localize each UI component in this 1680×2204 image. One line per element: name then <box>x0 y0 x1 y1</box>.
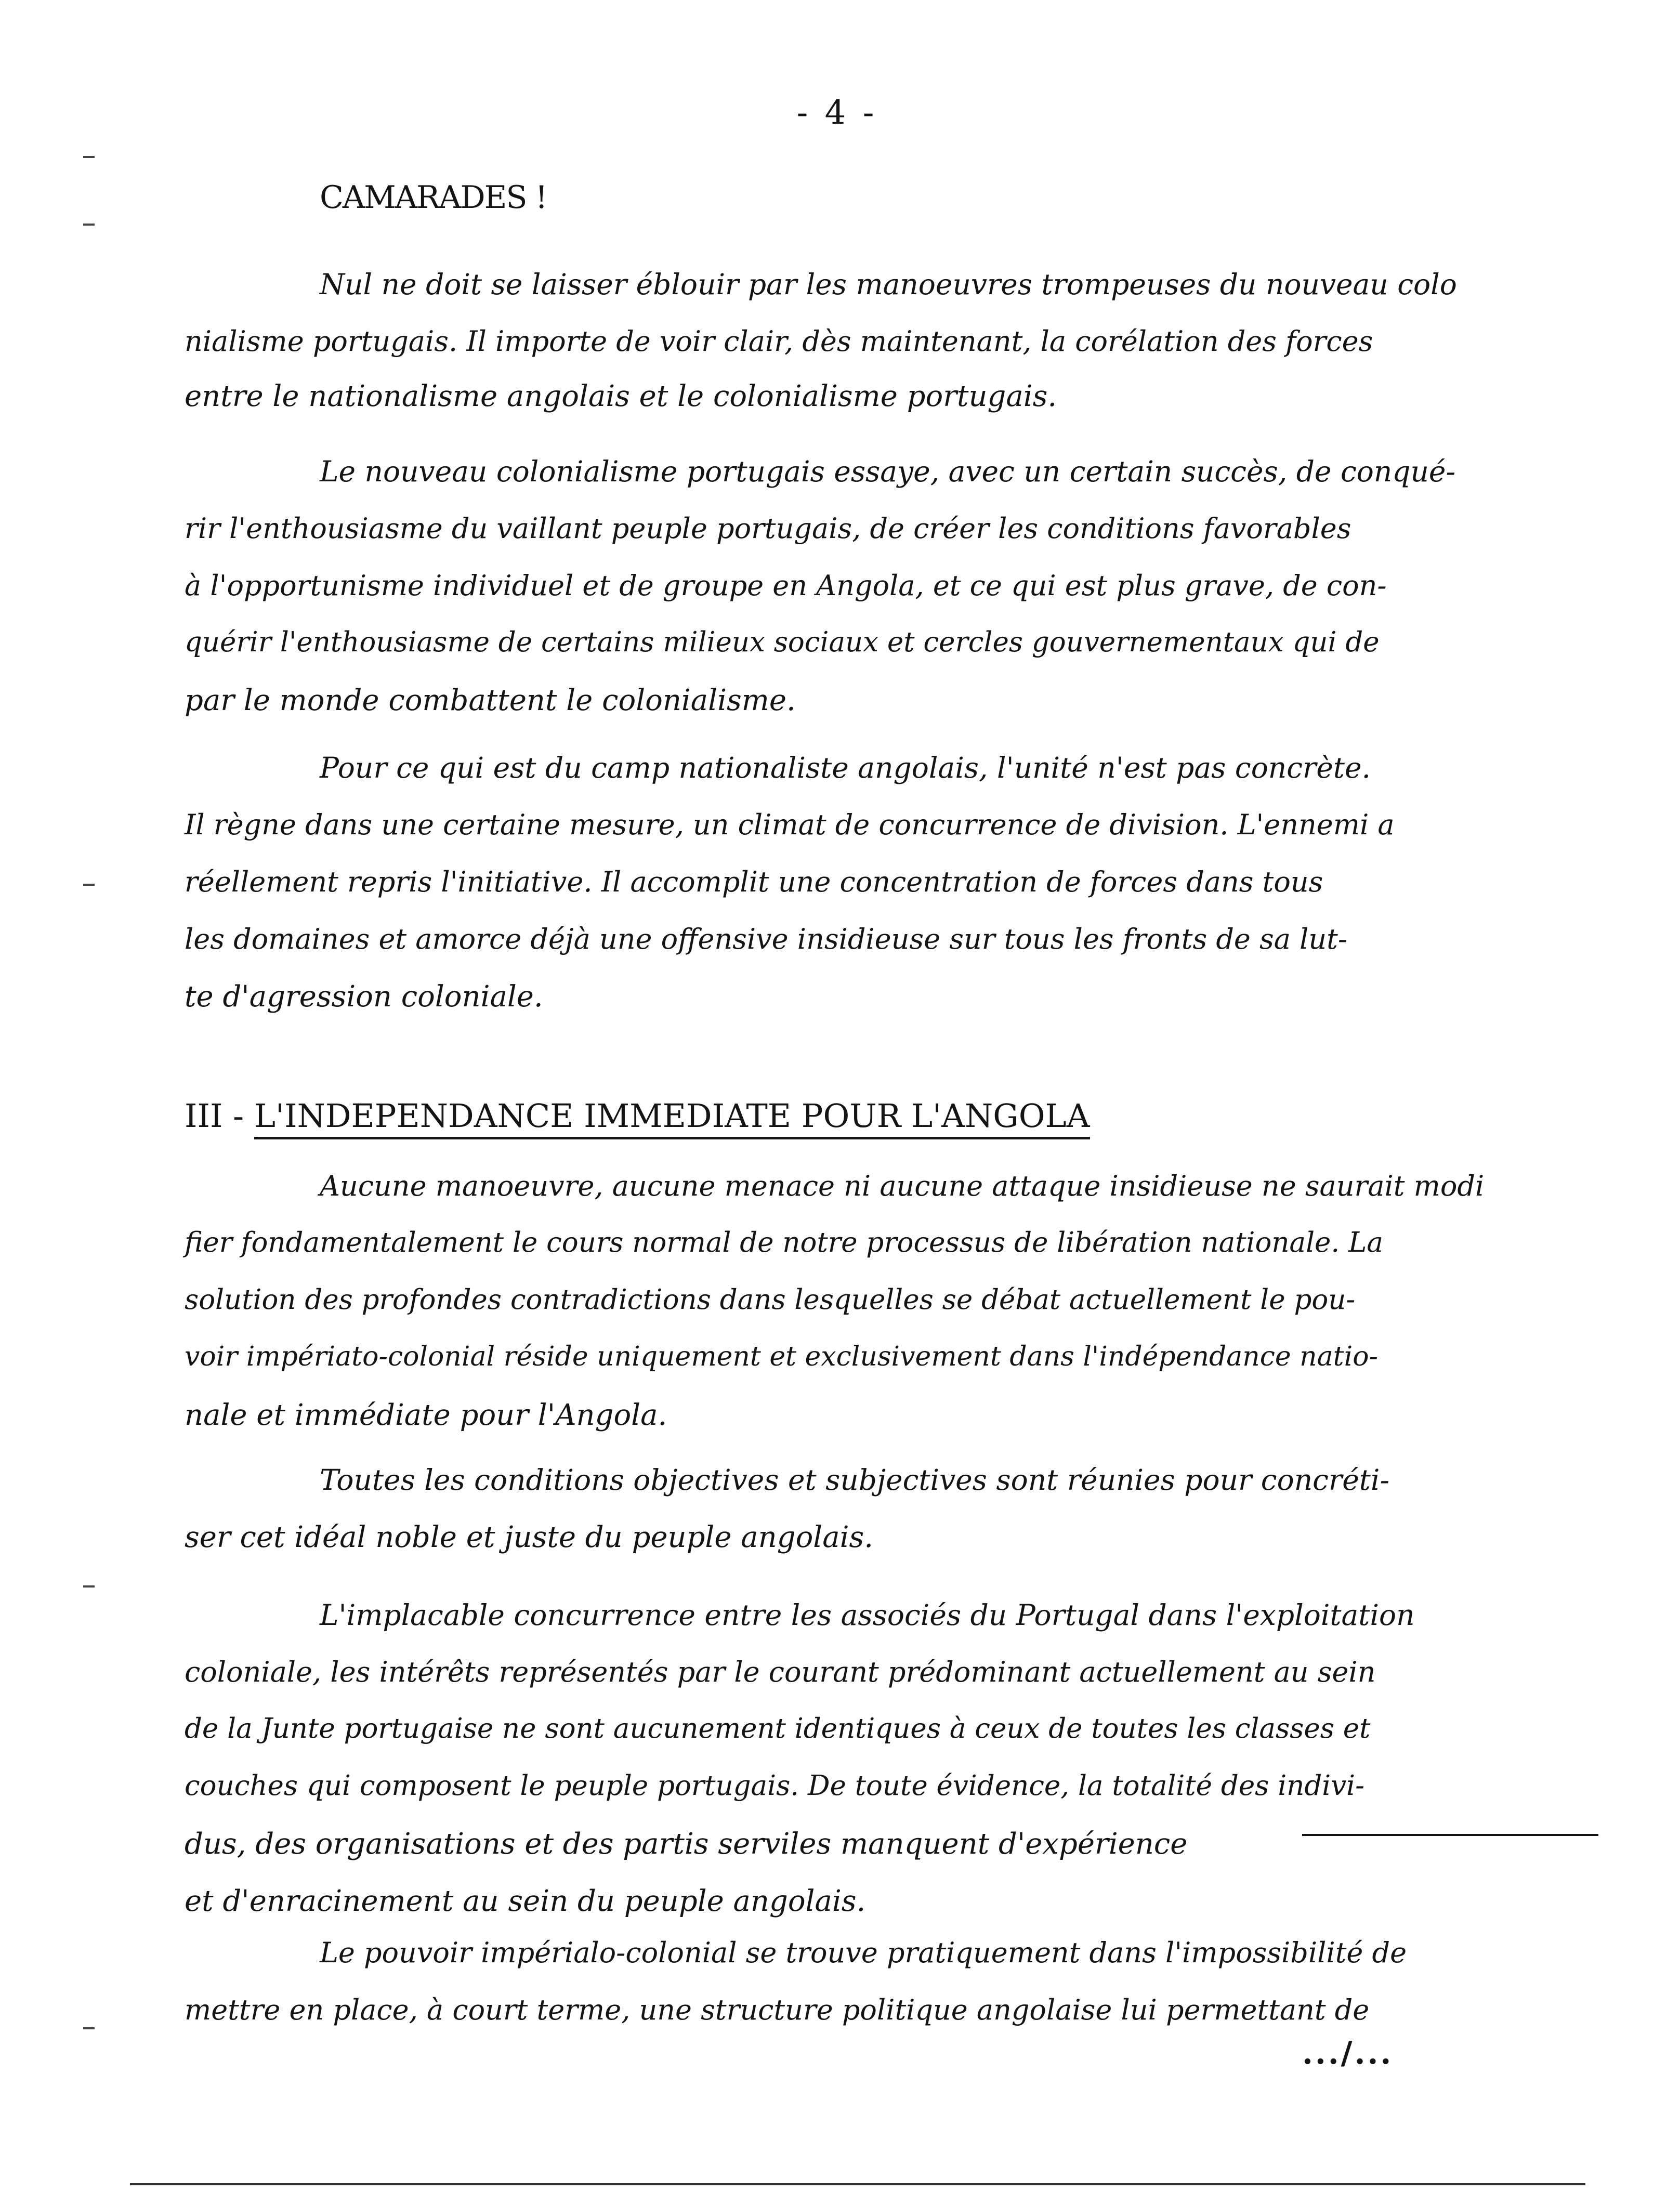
section-title: L'INDEPENDANCE IMMEDIATE POUR L'ANGOLA <box>254 1097 1090 1139</box>
text-line: mettre en place, à court terme, une structure politique angolaise lui permettant de <box>185 1993 1370 2026</box>
margin-mark <box>83 224 95 226</box>
text-line: nialisme portugais. Il importe de voir clair, dès maintenant, la corélation des forces <box>185 325 1373 358</box>
text-line: coloniale, les intérêts représentés par le courant prédominant actuellement au sein <box>185 1656 1376 1688</box>
text-line: Le pouvoir impérialo-colonial se trouve pratiquement dans l'impossibilité de <box>320 1936 1407 1969</box>
margin-mark <box>83 156 95 158</box>
text-line: entre le nationalisme angolais et le colonialisme portugais. <box>185 379 1057 413</box>
margin-mark <box>83 1585 95 1588</box>
text-line: de la Junte portugaise ne sont aucunement identiques à ceux de toutes les classes et <box>185 1713 1371 1744</box>
text-line: Nul ne doit se laisser éblouir par les manoeuvres trompeuses du nouveau colo <box>320 268 1457 301</box>
text-line: par le monde combattent le colonialisme. <box>185 684 796 717</box>
text-line: Il règne dans une certaine mesure, un climat de concurrence de division. L'ennemi a <box>185 808 1395 841</box>
text-line: te d'agression coloniale. <box>185 980 543 1014</box>
section-heading <box>185 1097 1090 1135</box>
text-line: à l'opportunisme individuel et de groupe en Angola, et ce qui est plus grave, de con- <box>185 569 1387 602</box>
salutation: CAMARADES ! <box>320 179 547 216</box>
text-line: rir l'enthousiasme du vaillant peuple portugais, de créer les conditions favorables <box>185 512 1351 545</box>
text-line: nale et immédiate pour l'Angola. <box>185 1398 667 1432</box>
text-line: Aucune manoeuvre, aucune menace ni aucune attaque insidieuse ne saurait modi <box>320 1170 1485 1202</box>
margin-mark <box>83 2027 95 2029</box>
text-line: L'implacable concurrence entre les associés du Portugal dans l'exploitation <box>320 1598 1415 1632</box>
text-line: couches qui composent le peuple portugais. De toute évidence, la totalité des indivi- <box>185 1770 1364 1802</box>
text-line: solution des profondes contradictions dans lesquelles se débat actuellement le pou- <box>185 1284 1356 1316</box>
text-line: Le nouveau colonialisme portugais essaye, avec un certain succès, de conqué- <box>320 455 1456 488</box>
text-line: réellement repris l'initiative. Il accomplit une concentration de forces dans tous <box>185 865 1323 898</box>
text-line: quérir l'enthousiasme de certains milieux sociaux et cercles gouvernementaux qui de <box>185 626 1380 658</box>
continuation-mark: .../... <box>1302 2035 1394 2071</box>
text-line: fier fondamentalement le cours normal de notre processus de libération nationale. La <box>185 1227 1383 1258</box>
text-line: Pour ce qui est du camp nationaliste angolais, l'unité n'est pas concrète. <box>320 751 1371 784</box>
margin-mark <box>83 884 95 886</box>
text-line: et d'enracinement au sein du peuple angolais. <box>185 1884 866 1918</box>
page-number: - 4 - <box>796 94 877 132</box>
text-line: les domaines et amorce déjà une offensive insidieuse sur tous les fronts de sa lut- <box>185 923 1348 955</box>
text-line: dus, des organisations et des partis serviles manquent d'expérience <box>185 1827 1188 1861</box>
text-line: voir impériato-colonial réside uniquement et exclusivement dans l'indépendance natio- <box>185 1341 1379 1372</box>
text-line: Toutes les conditions objectives et subjectives sont réunies pour concréti- <box>320 1463 1390 1497</box>
footer-rule <box>130 2183 1585 2185</box>
section-number: III - <box>185 1097 244 1135</box>
blank-line-rule <box>1302 1834 1598 1836</box>
text-line: ser cet idéal noble et juste du peuple angolais. <box>185 1520 874 1554</box>
